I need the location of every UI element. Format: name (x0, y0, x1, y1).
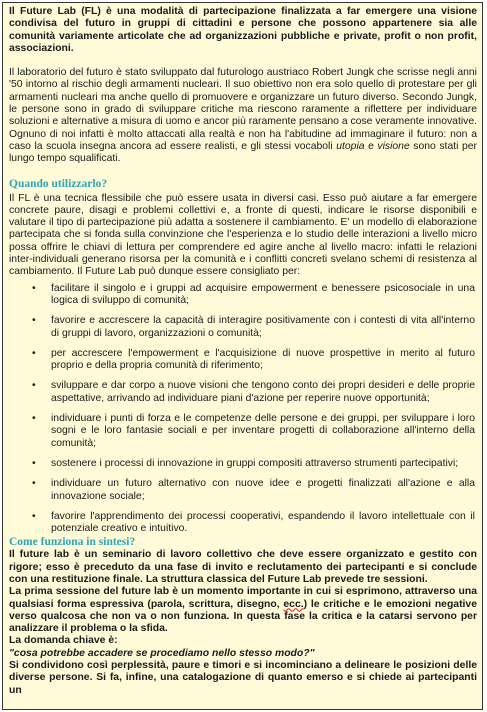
word-utopia: utopia (336, 140, 365, 152)
document-page (2, 2, 483, 710)
how-section (9, 536, 477, 697)
intro-paragraph: Il Future Lab (FL) è una modalità di partecipazione finalizzata a far emergere una visione condivisa del futuro in gruppi di cittadini e persone che possono appartenere sia alle comunità variamente articolate che ad organizzazioni pubbliche e private, profit o non profit, associazioni. (9, 6, 477, 54)
history-text-2: e (364, 140, 378, 152)
history-text-3: sono stati per lungo tempo squalificati. (9, 140, 477, 165)
how-paragraph-1: Il future lab è un seminario di lavoro collettivo che deve essere organizzato e gestito con rigore; esso è preceduto da una fase di invito e reclutamento dei partecipanti e si conclude con una restituzione finale. La struttura classica del Future Lab prevede tre sessioni. (9, 549, 477, 585)
list-item: • per accrescere l'empowerment e l'acquisizione di nuove prospettive in merito al futuro proprio e della propria comunità di riferimento; (51, 348, 477, 373)
list-item: • sostenere i processi di innovazione in gruppi compositi attraverso strumenti partecipativi; (51, 458, 477, 470)
question-intro: La domanda chiave è: (9, 635, 118, 647)
list-item: • facilitare il singolo e i gruppi ad acquisire empowerment e benessere psicosociale in una logica di sviluppo di comunità; (51, 283, 477, 308)
list-item: • individuare un futuro alternativo con nuove idee e progetti finalizzati all'azione e alla innovazione sociale; (51, 478, 477, 503)
section-heading-when: Quando utilizzarlo? (9, 177, 108, 190)
how-paragraph-3: Si condividono così perplessità, paure e timori e si incominciano a delineare le posizioni delle diverse persone. Si fa, infine, una catalogazione di quanto emerso e si chiede ai partecipanti un (9, 660, 477, 696)
list-item: • individuare i punti di forza e le competenze delle persone e dei gruppi, per sviluppare i loro sogni e le loro fantasie sociali e per inventare progetti di collaborazione all'interno della comunità; (51, 413, 477, 450)
history-paragraph (9, 67, 477, 165)
key-question: "cosa potrebbe accadere se procediamo nello stesso modo?" (9, 647, 315, 659)
list-item: • favorire e accrescere la capacità di interagire positivamente con i contesti di vita all'interno di gruppi di lavoro, organizzazioni o comunità; (51, 315, 477, 340)
recommendation-list (9, 283, 477, 536)
list-item: • favorire l'apprendimento dei processi cooperativi, espandendo il lavoro intellettuale con il potenziale creativo e intuitivo. (51, 511, 477, 536)
etc-word: ecc. (283, 598, 304, 610)
history-text-1: Il laboratorio del futuro è stato sviluppato dal futurologo austriaco Robert Jungk che scrisse negli anni '50 intorno al rischio degli armamenti nucleari. Il suo obiettivo non era solo quello di protestare per gli armamenti nucleari ma anche quello di promuovere e organizzare un futuro diverso. Secondo Jungk, le persone sono in grado di sviluppare critiche ma riescono raramente a riflettere per individuare soluzioni e alternative a misura di uomo e ancor più raramente pensano a cose veramente innovative. Ognuno di noi infatti è molto attaccati alla realtà e non ha l'abitudine ad immaginare il futuro: non a caso la scuola insegna ancora ad essere realisti, e gli stessi vocaboli (9, 67, 477, 152)
section-heading-how: Come funziona in sintesi? (9, 536, 136, 549)
when-paragraph: Il FL è una tecnica flessibile che può essere usata in diversi casi. Esso può aiutare a far emergere concrete paure, disagi e problemi collettivi e, a fronte di questi, indicare le risorse disponibili e valutare il tipo di partecipazione più adatta a sostenere il cambiamento. E' un modello di elaborazione partecipata che si fonda sulla convinzione che l'esperienza e lo studio delle interazioni a livello micro possa offrire le chiavi di lettura per comprendere ed agire anche al livello macro: infatti le relazioni inter-individuali generano risorsa per la comunità e i conflitti concreti svelano schemi di resistenza al cambiamento. Il Future Lab può dunque essere consigliato per: (9, 192, 477, 278)
list-item: • sviluppare e dar corpo a nuove visioni che tengono conto dei propri desideri e delle proprie aspettative, arrivando ad individuare piani d'azione per reperire nuove opportunità; (51, 380, 477, 405)
word-visione: visione (377, 140, 410, 152)
how-text-2b: ) le critiche e le emozioni negative verso qualcosa che non va o non funziona. In questa fase la critica e la catarsi servono per analizzare il problema o la sfida. (9, 598, 477, 635)
how-text-2a: La prima sessione del future lab è un momento importante in cui si esprimono, attraverso una qualsiasi forma espressiva (parola, scrittura, disegno, (9, 586, 477, 610)
how-paragraph-2 (9, 586, 477, 635)
